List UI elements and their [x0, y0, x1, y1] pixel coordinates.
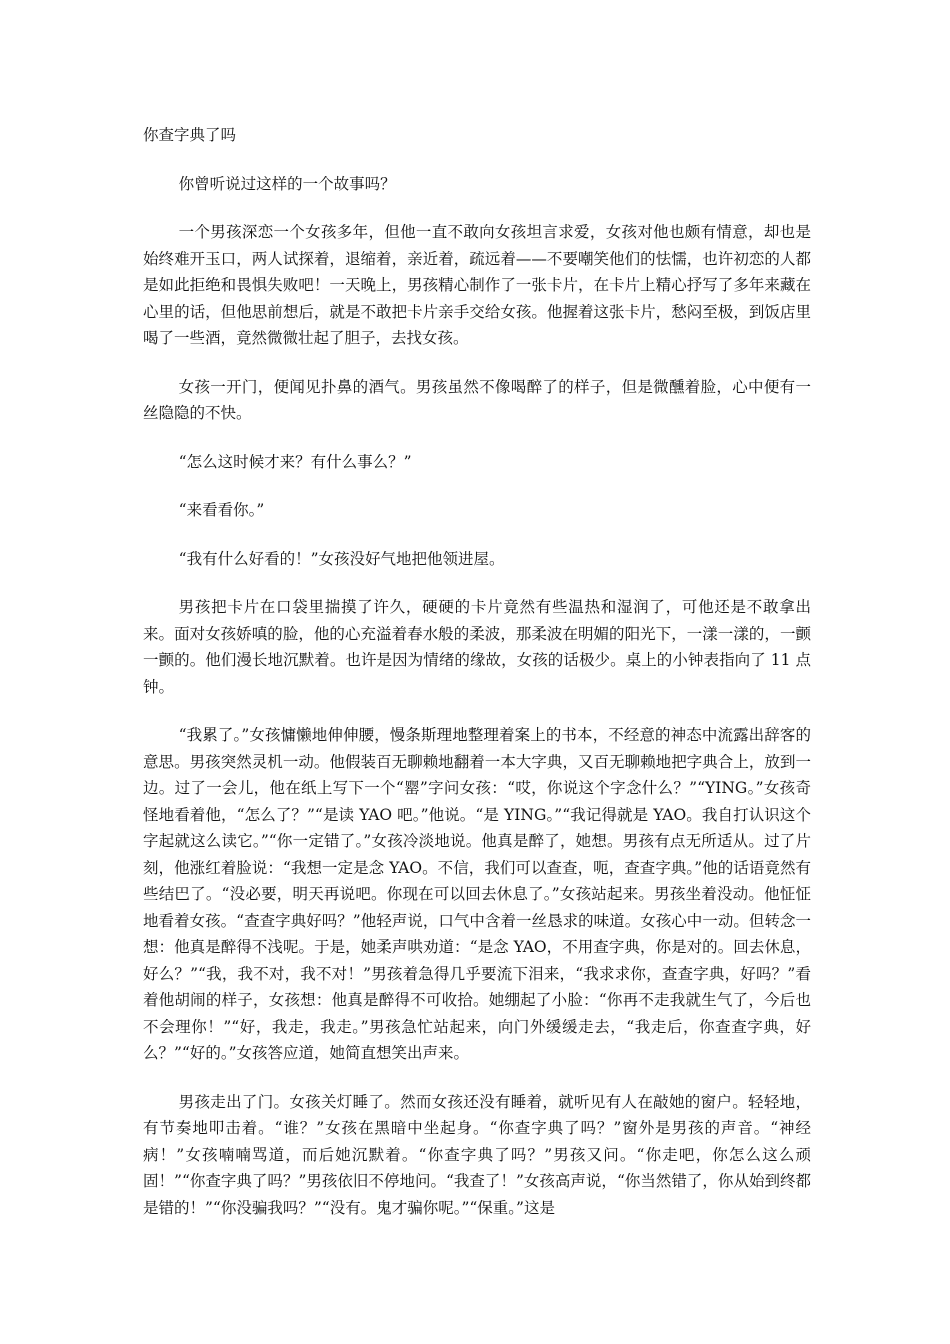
paragraph: “来看看你。” [178, 501, 265, 519]
paragraph: “我累了。”女孩慵懒地伸伸腰，慢条斯理地整理着案上的书本，不经意的神态中流露出辞客的意思。男孩突然灵机一动。他假装百无聊赖地翻着一本大字典，又百无聊赖地把字典合上，放到一边。过了一会儿，他在纸上写下一个“罂”字问女孩：“哎，你说这个字念什么？”“YING。”女孩奇怪地看着他，“怎么了？”“是读 YAO 吧。”他说。“是 YING。”“我记得就是 YAO。我自打认识这个字起就这么读它。”“你一定错了。”女孩冷淡地说。他真是醉了，她想。男孩有点无所适从。过了片刻，他涨红着脸说：“我想一定是念 YAO。不信，我们可以查查，呃，查查字典。”他的话语竟然有些结巴了。“没必要，明天再说吧。你现在可以回去休息了。”女孩站起来。男孩坐着没动。他怔怔地看着女孩。“查查字典好吗？”他轻声说，口气中含着一丝恳求的味道。女孩心中一动。但转念一想：他真是醉得不浅呢。于是，她柔声哄劝道：“是念 YAO，不用查字典，你是对的。回去休息，好么？”“我，我不对，我不对！”男孩着急得几乎要流下泪来，“我求求你，查查字典，好吗？”看着他胡闹的样子，女孩想：他真是醉得不可收拾。她绷起了小脸：“你再不走我就生气了，今后也不会理你！”“好，我走，我走。”男孩急忙站起来，向门外缓缓走去，“我走后，你查查字典，好么？”“好的。”女孩答应道，她简直想笑出声来。 [143, 726, 811, 1062]
document-title: 你查字典了吗 [143, 126, 237, 144]
paragraph: “怎么这时候才来？有什么事么？” [178, 452, 412, 471]
paragraph: 你曾听说过这样的一个故事吗？ [178, 174, 396, 193]
paragraph: 男孩把卡片在口袋里揣摸了许久，硬硬的卡片竟然有些温热和湿润了，可他还是不敢拿出来。面对女孩娇嗔的脸，他的心充溢着春水般的柔波，那柔波在明媚的阳光下，一漾一漾的，一颤一颤的。他们漫长地沉默着。也许是因为情绪的缘故，女孩的话极少。桌上的小钟表指向了 11 点钟。 [143, 598, 811, 696]
paragraph: 一个男孩深恋一个女孩多年，但他一直不敢向女孩坦言求爱，女孩对他也颇有情意，却也是始终难开玉口，两人试探着，退缩着，亲近着，疏远着——不要嘲笑他们的怯懦，也许初恋的人都是如此拒绝和畏惧失败吧！一天晚上，男孩精心制作了一张卡片，在卡片上精心抒写了多年来藏在心里的话，但他思前想后，就是不敢把卡片亲手交给女孩。他握着这张卡片，愁闷至极，到饭店里喝了一些酒，竟然微微壮起了胆子，去找女孩。 [143, 223, 811, 347]
paragraph: “我有什么好看的！”女孩没好气地把他领进屋。 [178, 549, 505, 568]
paragraph: 女孩一开门，便闻见扑鼻的酒气。男孩虽然不像喝醉了的样子，但是微醺着脸，心中便有一丝隐隐的不快。 [143, 377, 811, 422]
paragraph: 男孩走出了门。女孩关灯睡了。然而女孩还没有睡着，就听见有人在敲她的窗户。轻轻地，有节奏地叩击着。“谁？”女孩在黑暗中坐起身。“你查字典了吗？”窗外是男孩的声音。“神经病！”女孩喃喃骂道，而后她沉默着。“你查字典了吗？”男孩又问。“你走吧，你怎么这么顽固！”“你查字典了吗？”男孩依旧不停地问。“我查了！”女孩高声说，“你当然错了，你从始到终都是错的！”“你没骗我吗？”“没有。鬼才骗你呢。”“保重。”这是 [143, 1092, 811, 1217]
document-page [143, 122, 811, 1243]
